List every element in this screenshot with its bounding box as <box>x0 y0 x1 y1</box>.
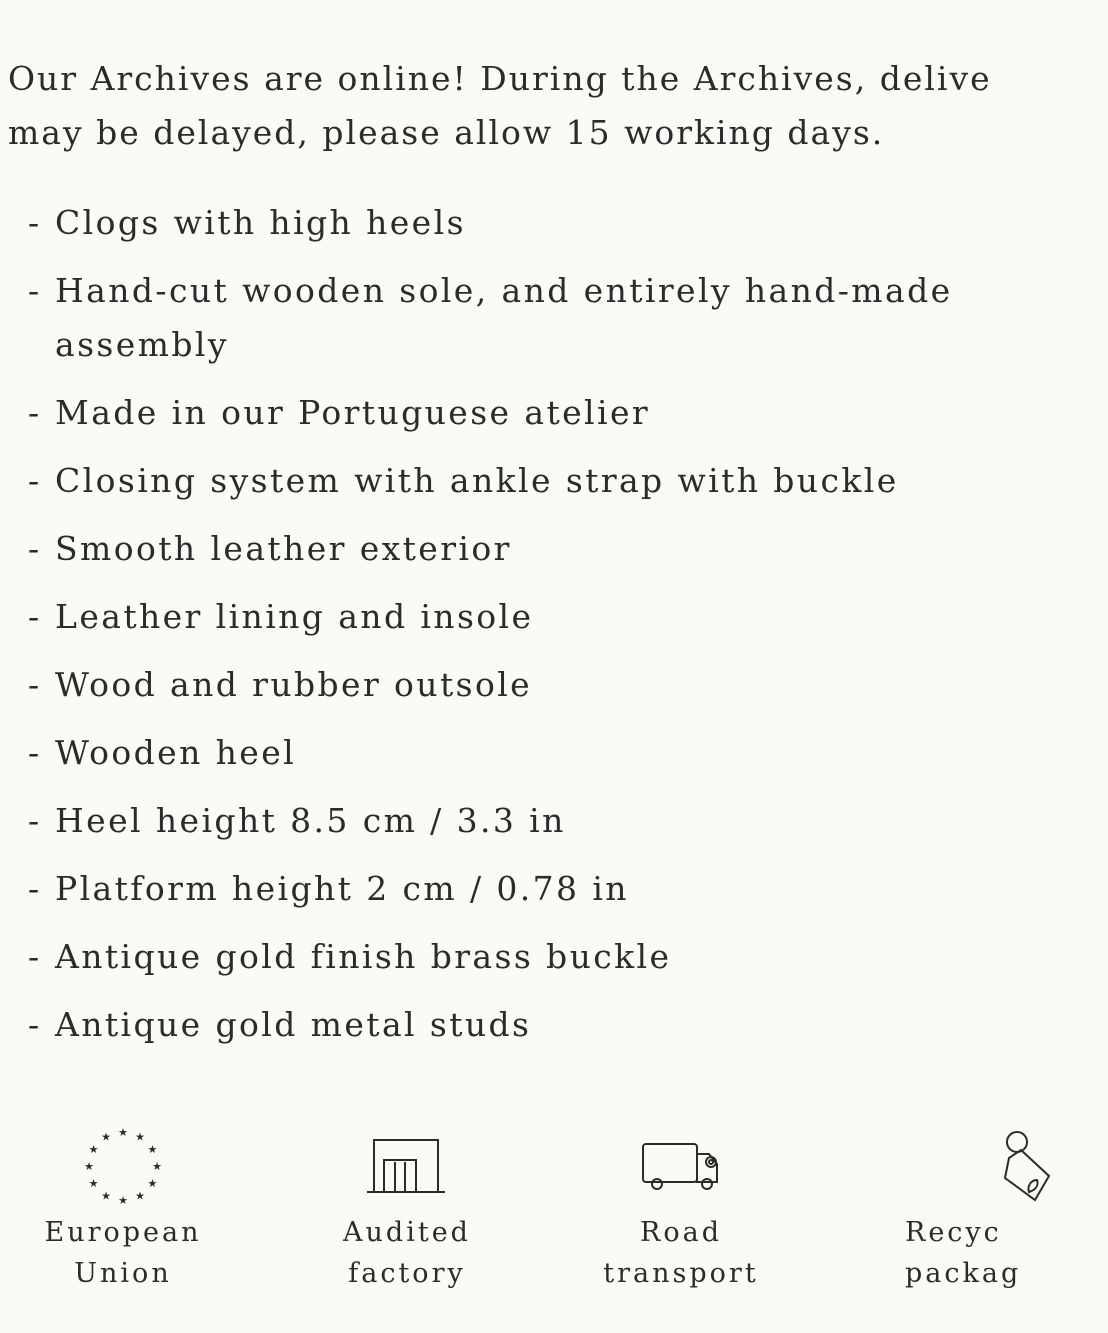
eu-star: ★ <box>118 1126 128 1139</box>
truck-icon <box>621 1120 741 1212</box>
feature-item <box>28 264 988 372</box>
bullet-dash: - <box>28 529 42 568</box>
badge-label-line-1: Audited <box>343 1217 471 1248</box>
shipping-notice-line-1: Our Archives are online! During the Archives, delive <box>8 59 992 98</box>
factory-icon <box>347 1120 467 1212</box>
bullet-dash: - <box>28 937 42 976</box>
badge-label-line-2: factory <box>348 1258 466 1289</box>
feature-item <box>28 590 988 644</box>
feature-item <box>28 522 988 576</box>
bullet-dash: - <box>28 665 42 704</box>
shipping-notice-line-2: may be delayed, please allow 15 working days. <box>8 113 885 152</box>
eu-star: ★ <box>152 1160 162 1173</box>
bullet-dash: - <box>28 271 42 310</box>
feature-text: Heel height 8.5 cm / 3.3 in <box>55 801 566 840</box>
product-features-list <box>28 196 988 1066</box>
bullet-dash: - <box>28 461 42 500</box>
sustainability-badges <box>0 1120 1022 1320</box>
badge-recycled-packaging <box>865 1120 1105 1294</box>
bullet-dash: - <box>28 801 42 840</box>
eu-star: ★ <box>135 1130 145 1144</box>
feature-text: Smooth leather exterior <box>55 529 512 568</box>
badge-label <box>287 1212 527 1294</box>
eu-stars-icon <box>63 1120 183 1212</box>
feature-text: Antique gold finish brass buckle <box>55 937 672 976</box>
badge-road-transport <box>561 1120 801 1294</box>
eu-star: ★ <box>88 1177 99 1190</box>
feature-item <box>28 454 988 508</box>
bullet-dash: - <box>28 393 42 432</box>
badge-label-line-2: packag <box>905 1258 1022 1289</box>
badge-european-union <box>3 1120 243 1294</box>
eu-star: ★ <box>147 1143 158 1156</box>
eu-star: ★ <box>118 1194 128 1207</box>
feature-item <box>28 930 988 984</box>
feature-item <box>28 862 988 916</box>
badge-label <box>3 1212 243 1294</box>
badge-label <box>561 1212 801 1294</box>
badge-label-line-2: transport <box>603 1258 759 1289</box>
bullet-dash: - <box>28 203 42 242</box>
feature-item <box>28 196 988 250</box>
badge-label-line-1: European <box>44 1217 202 1248</box>
badge-label-line-1: Road <box>640 1217 722 1248</box>
eu-star: ★ <box>101 1189 111 1203</box>
recycled-tag-icon <box>925 1120 1045 1212</box>
bullet-dash: - <box>28 733 42 772</box>
feature-item <box>28 726 988 780</box>
feature-text: Antique gold metal studs <box>55 1005 532 1044</box>
feature-text: Hand-cut wooden sole, and entirely hand-made assembly <box>55 271 953 364</box>
feature-text: Wood and rubber outsole <box>55 665 533 704</box>
badge-label-line-1: Recyc <box>905 1217 1002 1248</box>
feature-item <box>28 794 988 848</box>
feature-item <box>28 386 988 440</box>
feature-text: Clogs with high heels <box>55 203 466 242</box>
feature-text: Wooden heel <box>55 733 297 772</box>
feature-item <box>28 658 988 712</box>
feature-item <box>28 998 988 1052</box>
bullet-dash: - <box>28 597 42 636</box>
eu-star: ★ <box>135 1189 145 1203</box>
eu-star: ★ <box>147 1177 158 1190</box>
badge-label <box>865 1212 1105 1294</box>
feature-text: Closing system with ankle strap with buckle <box>55 461 899 500</box>
eu-star: ★ <box>101 1130 111 1144</box>
bullet-dash: - <box>28 869 42 908</box>
badge-label-line-2: Union <box>74 1258 172 1289</box>
feature-text: Leather lining and insole <box>55 597 534 636</box>
feature-text: Made in our Portuguese atelier <box>55 393 651 432</box>
bullet-dash: - <box>28 1005 42 1044</box>
eu-star: ★ <box>84 1160 94 1173</box>
feature-text: Platform height 2 cm / 0.78 in <box>55 869 629 908</box>
badge-audited-factory <box>287 1120 527 1294</box>
shipping-notice <box>8 52 1108 160</box>
eu-star: ★ <box>88 1143 99 1156</box>
